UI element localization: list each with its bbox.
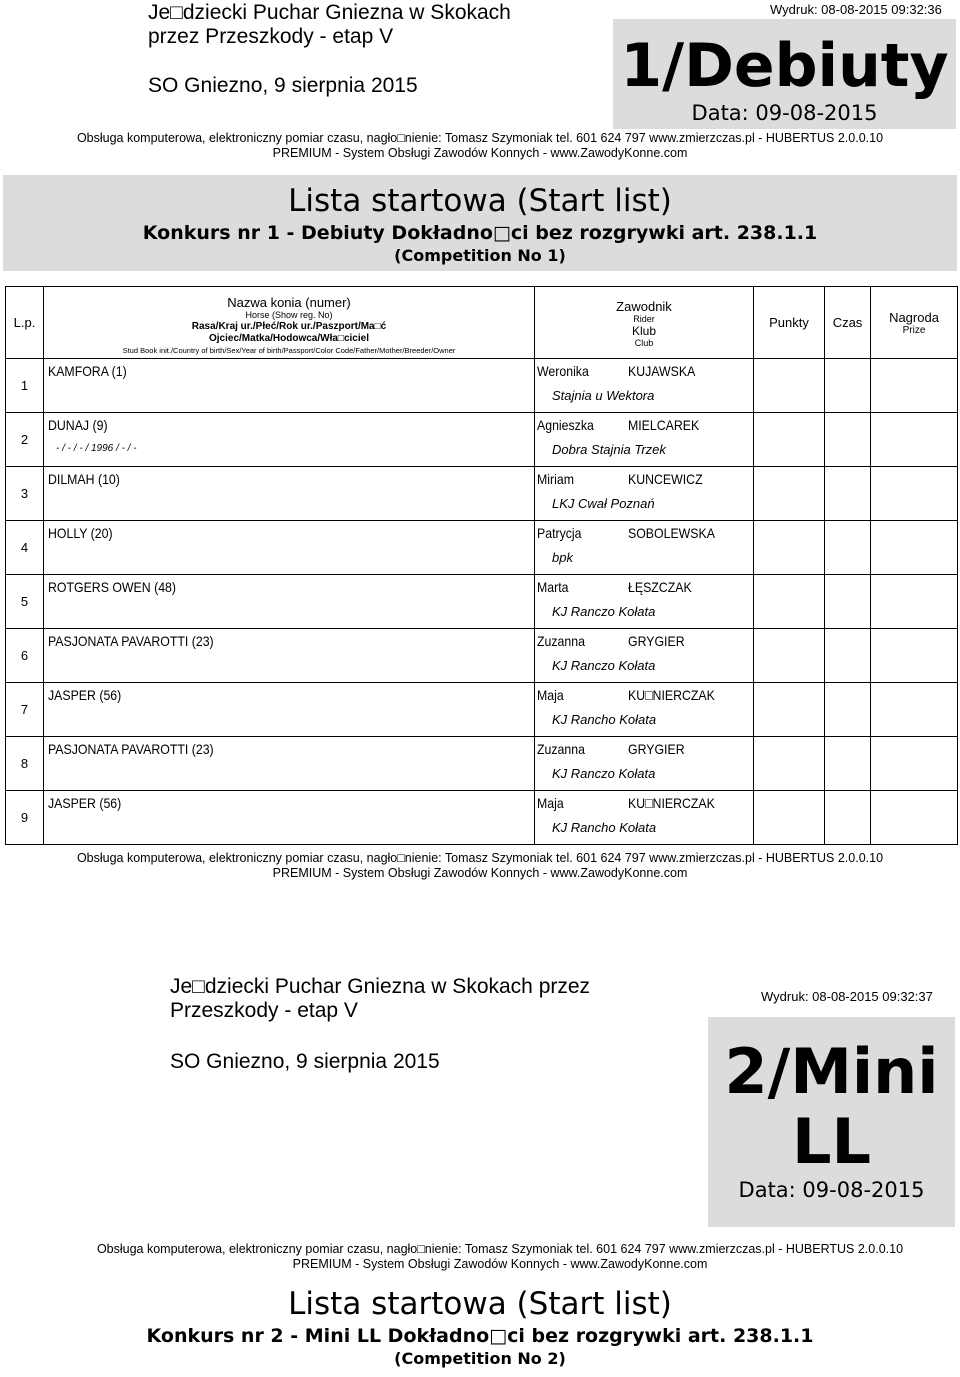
class-date: Data: 09-08-2015 [691, 101, 878, 125]
prize-cell [871, 521, 958, 575]
row-lp: 5 [6, 575, 44, 629]
header-horse: Nazwa konia (numer) Horse (Show reg. No) Rasa/Kraj ur./Płeć/Rok ur./Paszport/Ma□ć Ojciec/Matka/Hodowca/Wła□ciciel Stud Book init./Country of birth/Sex/Year of birth/Passport/Color Code/Father/Mother/Breeder/Owner [44, 287, 535, 359]
points-cell [754, 413, 825, 467]
time-cell [825, 467, 871, 521]
time-cell [825, 791, 871, 845]
rider-first-name: Zuzanna [537, 633, 585, 649]
time-cell [825, 683, 871, 737]
competition-name-2: Konkurs nr 2 - Mini LL Dokładno□ci bez rozgrywki art. 238.1.1 [146, 1325, 814, 1347]
prize-cell [871, 575, 958, 629]
rider-club: KJ Rancho Kołata [552, 712, 657, 727]
table-header-row [6, 287, 958, 359]
time-cell [825, 629, 871, 683]
time-cell [825, 413, 871, 467]
rider-first-name: Marta [537, 579, 569, 595]
rider-last-name: SOBOLEWSKA [628, 525, 715, 541]
horse-name: DILMAH (10) [48, 471, 120, 487]
rider-last-name: GRYGIER [628, 741, 685, 757]
rider-last-name: KUNCEWICZ [628, 471, 703, 487]
table-row [6, 359, 958, 413]
event-venue-2: SO Gniezno, 9 sierpnia 2015 [170, 1050, 440, 1073]
rider-cell [535, 575, 754, 629]
header-rider: Zawodnik Rider Klub Club [535, 287, 754, 359]
table-row [6, 791, 958, 845]
rider-club: bpk [552, 550, 573, 565]
table-row [6, 467, 958, 521]
table-row [6, 413, 958, 467]
rider-last-name: GRYGIER [628, 633, 685, 649]
time-cell [825, 575, 871, 629]
rider-club: KJ Rancho Kołata [552, 820, 657, 835]
prize-cell [871, 467, 958, 521]
rider-last-name: KUJAWSKA [628, 363, 696, 379]
rider-club: KJ Ranczo Kołata [552, 658, 656, 673]
prize-cell [871, 683, 958, 737]
prize-cell [871, 791, 958, 845]
start-list-table [5, 286, 958, 845]
table-row [6, 629, 958, 683]
rider-club: KJ Ranczo Kołata [552, 766, 656, 781]
rider-cell [535, 413, 754, 467]
rider-cell [535, 791, 754, 845]
horse-name: JASPER (56) [48, 795, 122, 811]
points-cell [754, 521, 825, 575]
rider-club: LKJ Cwał Poznań [552, 496, 655, 511]
time-cell [825, 737, 871, 791]
points-cell [754, 791, 825, 845]
table-row [6, 521, 958, 575]
horse-cell [44, 359, 535, 413]
event-venue: SO Gniezno, 9 sierpnia 2015 [148, 74, 418, 97]
rider-first-name: Miriam [537, 471, 574, 487]
rider-cell [535, 467, 754, 521]
rider-last-name: MIELCAREK [628, 417, 700, 433]
class-code: 1/Debiuty [620, 31, 949, 101]
rider-first-name: Agnieszka [537, 417, 594, 433]
event-title-2: Je□dziecki Puchar Gniezna w Skokach przez Przeszkody - etap V [170, 975, 591, 1022]
points-cell [754, 737, 825, 791]
horse-cell [44, 521, 535, 575]
horse-cell [44, 467, 535, 521]
points-cell [754, 359, 825, 413]
row-lp: 3 [6, 467, 44, 521]
horse-cell [44, 575, 535, 629]
rider-club: Dobra Stajnia Trzek [552, 442, 666, 457]
list-title: Lista startowa (Start list) [288, 183, 672, 219]
time-cell [825, 359, 871, 413]
rider-first-name: Maja [537, 687, 564, 703]
row-lp: 9 [6, 791, 44, 845]
class-code-2b: LL [791, 1105, 871, 1178]
rider-first-name: Zuzanna [537, 741, 585, 757]
rider-last-name: KU□NIERCZAK [628, 795, 715, 811]
competition-header-2 [0, 1280, 960, 1377]
list-title-2: Lista startowa (Start list) [288, 1286, 672, 1322]
row-lp: 4 [6, 521, 44, 575]
event-title: Je□dziecki Puchar Gniezna w Skokach przez Przeszkody - etap V [148, 1, 511, 48]
points-cell [754, 467, 825, 521]
points-cell [754, 629, 825, 683]
prize-cell [871, 413, 958, 467]
horse-cell [44, 791, 535, 845]
horse-name: ROTGERS OWEN (48) [48, 579, 177, 595]
rider-cell [535, 359, 754, 413]
rider-first-name: Weronika [537, 363, 589, 379]
footer-service-info: Obsługa komputerowa, elektroniczny pomiar czasu, nagło□nienie: Tomasz Szymoniak tel. 601 624 797 www.zmierzczas.pl - HUBERTUS 2.0.0.10 PREMIUM - System Obsługi Zawodów Konnych - www.ZawodyKonne.com [76, 851, 884, 880]
class-box [613, 19, 956, 129]
class-date-2: Data: 09-08-2015 [738, 1178, 925, 1202]
row-lp: 8 [6, 737, 44, 791]
header-points: Punkty [754, 287, 825, 359]
competition-name: Konkurs nr 1 - Debiuty Dokładno□ci bez rozgrywki art. 238.1.1 [142, 222, 818, 244]
prize-cell [871, 737, 958, 791]
row-lp: 6 [6, 629, 44, 683]
rider-first-name: Maja [537, 795, 564, 811]
horse-name: HOLLY (20) [48, 525, 113, 541]
table-row [6, 683, 958, 737]
horse-name: PASJONATA PAVAROTTI (23) [48, 741, 214, 757]
horse-name: KAMFORA (1) [48, 363, 127, 379]
horse-name: DUNAJ (9) [48, 417, 108, 433]
class-box-2 [708, 1017, 955, 1227]
header-time: Czas [825, 287, 871, 359]
header-prize: Nagroda Prize [871, 287, 958, 359]
horse-name: JASPER (56) [48, 687, 122, 703]
rider-first-name: Patrycja [537, 525, 582, 541]
competition-header [3, 175, 957, 271]
rider-last-name: KU□NIERCZAK [628, 687, 715, 703]
rider-cell [535, 629, 754, 683]
rider-cell [535, 737, 754, 791]
horse-name: PASJONATA PAVAROTTI (23) [48, 633, 214, 649]
rider-last-name: ŁĘSZCZAK [628, 579, 692, 595]
horse-info: - / - / - / 1996 / - / - [56, 443, 137, 454]
prize-cell [871, 629, 958, 683]
rider-cell [535, 683, 754, 737]
horse-cell [44, 683, 535, 737]
row-lp: 7 [6, 683, 44, 737]
rider-club: Stajnia u Wektora [552, 388, 655, 403]
service-info: Obsługa komputerowa, elektroniczny pomiar czasu, nagło□nienie: Tomasz Szymoniak tel. 601 624 797 www.zmierzczas.pl - HUBERTUS 2.0.0.10 PREMIUM - System Obsługi Zawodów Konnych - www.ZawodyKonne.com [76, 131, 884, 160]
competition-number-2: (Competition No 2) [394, 1349, 566, 1368]
time-cell [825, 521, 871, 575]
print-timestamp-2: Wydruk: 08-08-2015 09:32:37 [761, 989, 933, 1004]
points-cell [754, 683, 825, 737]
class-code-2a: 2/Mini [724, 1035, 939, 1108]
table-row [6, 737, 958, 791]
horse-cell [44, 737, 535, 791]
horse-cell [44, 413, 535, 467]
competition-number: (Competition No 1) [394, 246, 566, 265]
points-cell [754, 575, 825, 629]
rider-club: KJ Ranczo Kołata [552, 604, 656, 619]
horse-cell [44, 629, 535, 683]
rider-cell [535, 521, 754, 575]
table-row [6, 575, 958, 629]
service-info-2: Obsługa komputerowa, elektroniczny pomiar czasu, nagło□nienie: Tomasz Szymoniak tel. 601 624 797 www.zmierzczas.pl - HUBERTUS 2.0.0.10 PREMIUM - System Obsługi Zawodów Konnych - www.ZawodyKonne.com [96, 1242, 904, 1271]
prize-cell [871, 359, 958, 413]
print-timestamp: Wydruk: 08-08-2015 09:32:36 [770, 2, 942, 17]
row-lp: 1 [6, 359, 44, 413]
header-lp: L.p. [6, 287, 44, 359]
row-lp: 2 [6, 413, 44, 467]
